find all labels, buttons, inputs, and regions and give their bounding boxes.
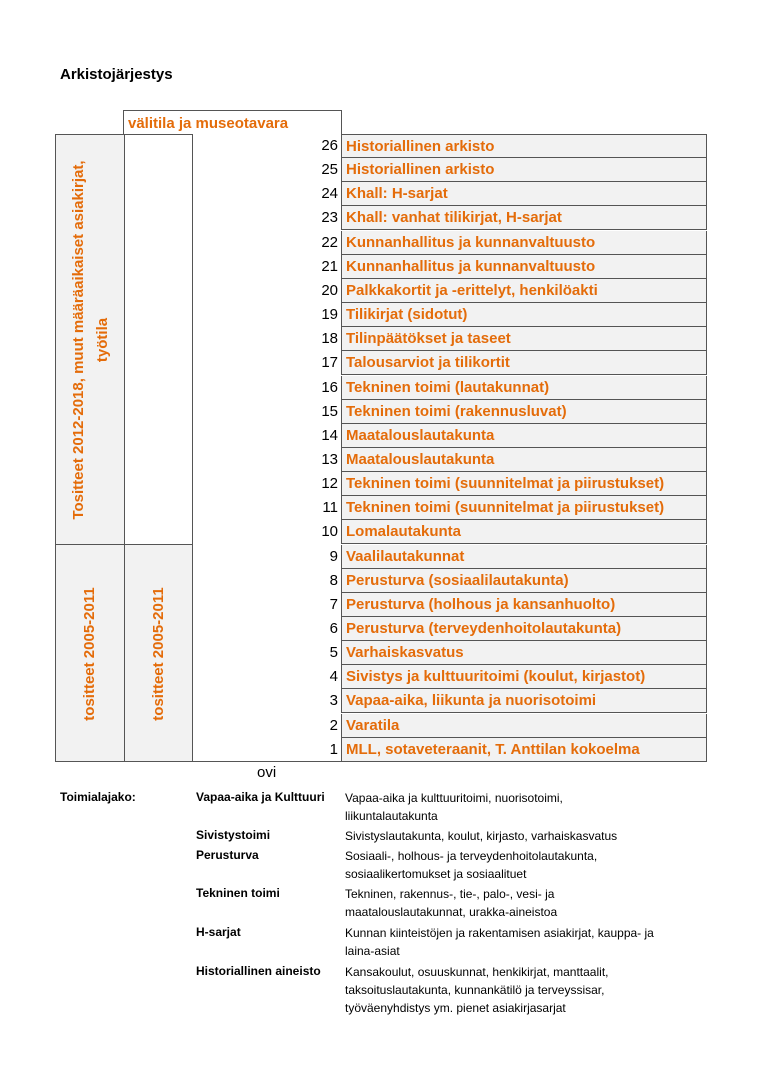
shelf-row bbox=[192, 714, 707, 738]
shelf-number: 16 bbox=[321, 378, 338, 396]
shelf-number: 21 bbox=[321, 257, 338, 275]
shelf-label: Kunnanhallitus ja kunnanvaltuusto bbox=[341, 255, 707, 279]
legend-category: Vapaa-aika ja Kulttuuri bbox=[196, 790, 325, 804]
shelf-row bbox=[192, 231, 707, 255]
header-cell-valitila: välitila ja museotavara bbox=[123, 110, 342, 135]
shelf-row bbox=[192, 303, 707, 327]
shelf-number: 12 bbox=[321, 475, 338, 493]
shelf-label: MLL, sotaveteraanit, T. Anttilan kokoelma bbox=[341, 738, 707, 762]
shelf-number: 1 bbox=[329, 740, 338, 758]
shelf-row bbox=[192, 351, 707, 375]
legend-description-line: sosiaalikertomukset ja sosiaalituet bbox=[345, 867, 527, 881]
shelf-label: Tekninen toimi (rakennusluvat) bbox=[341, 400, 707, 424]
shelf-number: 6 bbox=[329, 620, 338, 637]
shelf-label: Maatalouslautakunta bbox=[341, 424, 707, 448]
left-block-lower-a bbox=[55, 544, 125, 762]
shelf-number: 22 bbox=[321, 233, 338, 251]
shelf-row bbox=[192, 182, 707, 206]
shelf-label: Historiallinen arkisto bbox=[341, 134, 707, 158]
shelf-label: Kunnanhallitus ja kunnanvaltuusto bbox=[341, 231, 707, 255]
legend-category: H-sarjat bbox=[196, 925, 241, 939]
legend-description-line: Tekninen, rakennus-, tie-, palo-, vesi- ja bbox=[345, 887, 555, 901]
shelf-label: Varhaiskasvatus bbox=[341, 641, 707, 665]
shelf-label: Perusturva (holhous ja kansanhuolto) bbox=[341, 593, 707, 617]
shelf-label: Perusturva (sosiaalilautakunta) bbox=[341, 569, 707, 593]
shelf-row bbox=[192, 448, 707, 472]
legend-description-line: maatalouslautakunnat, urakka-aineistoa bbox=[345, 905, 558, 919]
shelf-row bbox=[192, 641, 707, 665]
shelf-number: 10 bbox=[321, 523, 338, 541]
shelf-number: 17 bbox=[321, 354, 338, 372]
left-block-lower-b-label: tositteet 2005-2011 bbox=[150, 587, 167, 721]
shelf-label: Lomalautakunta bbox=[341, 520, 707, 544]
shelf-number: 4 bbox=[329, 668, 338, 686]
shelf-number: 11 bbox=[322, 499, 338, 517]
shelf-row bbox=[192, 520, 707, 544]
legend-category: Perusturva bbox=[196, 848, 259, 862]
legend-description-line: laina-asiat bbox=[345, 944, 400, 958]
legend-description-line: työväenyhdistys ym. pienet asiakirjasarjat bbox=[345, 1001, 566, 1015]
shelf-number: 7 bbox=[329, 595, 338, 613]
shelf-row bbox=[192, 617, 707, 641]
shelf-number: 20 bbox=[321, 281, 338, 299]
shelf-row bbox=[192, 665, 707, 689]
shelf-number: 18 bbox=[321, 330, 338, 348]
shelf-number: 19 bbox=[321, 306, 338, 324]
legend-description bbox=[345, 789, 725, 825]
shelf-label: Tilinpäätökset ja taseet bbox=[341, 327, 707, 351]
shelf-label: Vaalilautakunnat bbox=[341, 545, 707, 569]
legend-category: Sivistystoimi bbox=[196, 828, 271, 842]
shelf-number: 5 bbox=[329, 644, 338, 662]
shelf-label: Vapaa-aika, liikunta ja nuorisotoimi bbox=[341, 689, 707, 713]
legend-description-line: taksoituslautakunta, kunnankätilö ja terveyssisar, bbox=[345, 983, 605, 997]
shelf-label: Tekninen toimi (lautakunnat) bbox=[341, 376, 707, 400]
shelf-row bbox=[192, 134, 707, 158]
legend-description bbox=[345, 847, 725, 883]
shelf-row bbox=[192, 496, 707, 520]
shelf-label: Sivistys ja kulttuuritoimi (koulut, kirjastot) bbox=[341, 665, 707, 689]
shelf-row bbox=[192, 279, 707, 303]
shelf-row bbox=[192, 206, 707, 230]
shelf-row bbox=[192, 545, 707, 569]
shelf-row bbox=[192, 424, 707, 448]
page-title: Arkistojärjestys bbox=[60, 66, 173, 83]
legend-heading: Toimialajako: bbox=[60, 790, 136, 804]
shelf-number: 3 bbox=[329, 692, 338, 710]
shelf-number: 13 bbox=[321, 450, 338, 468]
shelf-label: Varatila bbox=[341, 714, 707, 738]
shelf-row bbox=[192, 327, 707, 351]
legend-description-line: Kansakoulut, osuuskunnat, henkikirjat, manttaalit, bbox=[345, 965, 609, 979]
shelf-row bbox=[192, 472, 707, 496]
left-block-lower-a-label: tositteet 2005-2011 bbox=[81, 587, 98, 721]
shelf-row bbox=[192, 376, 707, 400]
shelf-row bbox=[192, 593, 707, 617]
shelf-label: Maatalouslautakunta bbox=[341, 448, 707, 472]
shelf-number: 24 bbox=[321, 185, 338, 203]
shelf-row bbox=[192, 158, 707, 182]
legend-category: Historiallinen aineisto bbox=[196, 964, 321, 978]
shelf-label: Tekninen toimi (suunnitelmat ja piirustukset) bbox=[341, 472, 707, 496]
shelf-row bbox=[192, 255, 707, 279]
shelf-number: 14 bbox=[321, 426, 338, 444]
left-block-upper-line1: Tositteet 2012-2018, muut määräaikaiset asiakirjat, bbox=[70, 160, 87, 520]
left-block-upper-line2: työtila bbox=[94, 317, 111, 363]
left-block-lower-b bbox=[124, 544, 193, 762]
shelf-label: Tilikirjat (sidotut) bbox=[341, 303, 707, 327]
legend-description bbox=[345, 827, 725, 845]
legend-description bbox=[345, 924, 725, 960]
left-block-upper-label bbox=[67, 135, 115, 545]
legend-description-line: Kunnan kiinteistöjen ja rakentamisen asiakirjat, kauppa- ja bbox=[345, 926, 654, 940]
shelf-label: Palkkakortit ja -erittelyt, henkilöakti bbox=[341, 279, 707, 303]
shelf-number: 8 bbox=[329, 571, 338, 589]
legend-description-line: Sivistyslautakunta, koulut, kirjasto, varhaiskasvatus bbox=[345, 829, 618, 843]
middle-block-upper bbox=[124, 134, 193, 545]
shelf-number: 2 bbox=[329, 716, 338, 734]
shelf-number: 15 bbox=[321, 402, 338, 420]
shelf-label: Khall: vanhat tilikirjat, H-sarjat bbox=[341, 206, 707, 230]
legend-category: Tekninen toimi bbox=[196, 886, 280, 900]
shelf-label: Historiallinen arkisto bbox=[341, 158, 707, 182]
legend-description bbox=[345, 963, 725, 1017]
legend-description-line: Sosiaali-, holhous- ja terveydenhoitolautakunta, bbox=[345, 849, 598, 863]
shelf-number: 26 bbox=[321, 137, 338, 154]
legend-description-line: Vapaa-aika ja kulttuuritoimi, nuorisotoimi, bbox=[345, 791, 563, 805]
shelf-number: 23 bbox=[321, 209, 338, 227]
shelf-row bbox=[192, 689, 707, 713]
shelf-row bbox=[192, 400, 707, 424]
shelf-row bbox=[192, 738, 707, 762]
door-label: ovi bbox=[257, 764, 277, 781]
shelf-label: Tekninen toimi (suunnitelmat ja piirustukset) bbox=[341, 496, 707, 520]
left-block-upper bbox=[55, 134, 125, 545]
shelf-number: 25 bbox=[321, 161, 338, 179]
shelf-row bbox=[192, 569, 707, 593]
shelf-label: Perusturva (terveydenhoitolautakunta) bbox=[341, 617, 707, 641]
legend-description bbox=[345, 885, 725, 921]
shelf-number: 9 bbox=[329, 547, 338, 565]
shelf-label: Khall: H-sarjat bbox=[341, 182, 707, 206]
shelf-label: Talousarviot ja tilikortit bbox=[341, 351, 707, 375]
legend-description-line: liikuntalautakunta bbox=[345, 809, 438, 823]
